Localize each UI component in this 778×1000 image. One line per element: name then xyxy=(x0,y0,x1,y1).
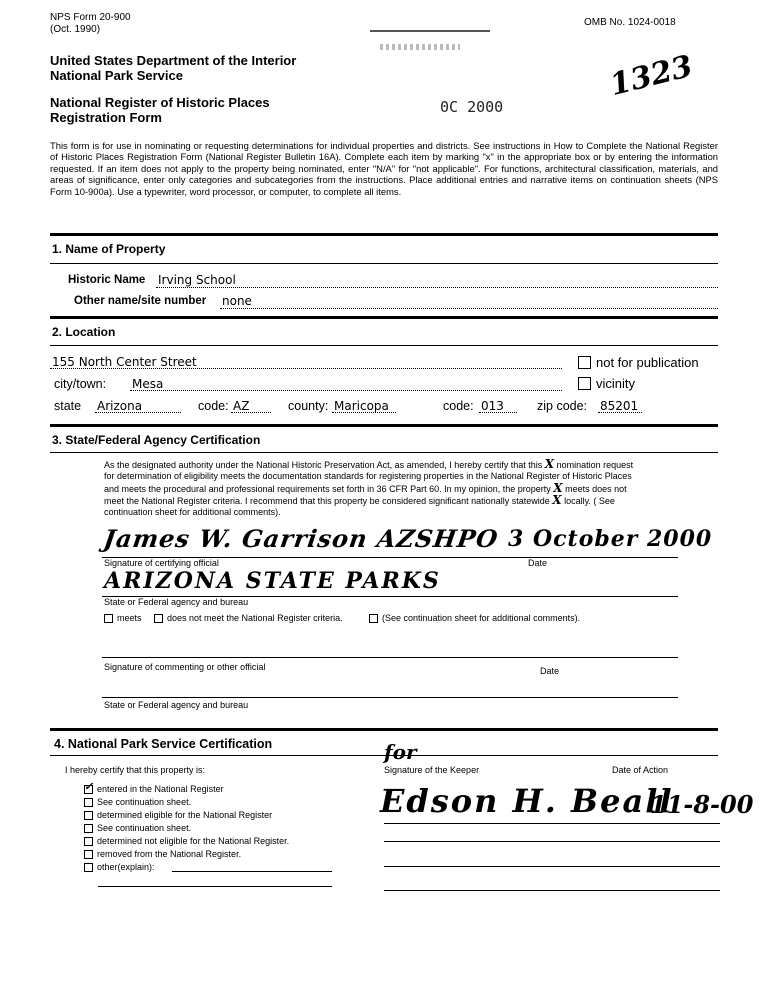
date-of-action-handwritten: 11-8-00 xyxy=(650,790,754,819)
section3-rule xyxy=(50,424,718,427)
zip-value: 85201 xyxy=(600,399,639,413)
form-title: Registration Form xyxy=(50,110,162,125)
date-label-1: Date xyxy=(528,558,548,568)
does-not-meet-label: does not meet the National Register criteria. xyxy=(167,613,343,623)
instructions-paragraph: This form is for use in nominating or requesting determinations for individual properties and districts. See instructions in How to Complete the National Register of Historic Places Registration Form (National Register Bulletin 16A). Complete each item by marking "x" in the appropriate box or by entering the information requested. If an item does not apply to the property being nominated, enter "N/A" for "not applicable". For functions, architectural classification, materials, and areas of significance, enter only categories and subcategories from the instructions. Place additional entries and narrative items on continuation sheets (NPS Form 10-900a). Use a typewriter, word processor, or computer, to complete all items. xyxy=(50,140,718,197)
option-removed-label: removed from the National Register. xyxy=(97,849,242,859)
date-of-action-label: Date of Action xyxy=(612,765,669,775)
county-value: Maricopa xyxy=(334,399,389,413)
vicinity-checkbox[interactable] xyxy=(578,377,591,390)
not-for-publication-checkbox[interactable] xyxy=(578,356,591,369)
register-name: National Register of Historic Places xyxy=(50,95,270,110)
city-line xyxy=(130,390,562,391)
section2-subrule xyxy=(50,345,718,346)
section1-subrule xyxy=(50,263,718,264)
agency-handwritten: ARIZONA STATE PARKS xyxy=(104,568,441,594)
received-stamp: 0C 2000 xyxy=(440,98,504,116)
form-date: (Oct. 1990) xyxy=(50,24,101,35)
section1-title: 1. Name of Property xyxy=(52,242,166,256)
option-not-eligible-label: determined not eligible for the National Register. xyxy=(97,836,290,846)
keeper-line-3 xyxy=(384,866,720,867)
state-line xyxy=(95,412,181,413)
option-continuation-1-label: See continuation sheet. xyxy=(97,797,192,807)
option-other-label: other(explain): xyxy=(97,862,155,872)
section4-title: 4. National Park Service Certification xyxy=(54,737,273,751)
county-code-line xyxy=(479,412,517,413)
option-eligible-checkbox[interactable] xyxy=(84,811,93,820)
cert-text-a: As the designated authority under the National Historic Preservation Act, as amended, I hereby certify that this xyxy=(104,460,543,470)
other-name-value: none xyxy=(222,294,252,308)
stamp-fragment xyxy=(370,30,490,32)
option-other-checkbox[interactable] xyxy=(84,863,93,872)
cert-line4a: meet the National Register criteria. I recommend that this property be considered significant nationally statewide xyxy=(104,496,550,506)
certification-text-line3 xyxy=(104,483,627,495)
agency-label-2: State or Federal agency and bureau xyxy=(104,700,249,710)
city-value: Mesa xyxy=(132,377,164,391)
option-continuation-1-checkbox[interactable] xyxy=(84,798,93,807)
section1-rule xyxy=(50,233,718,236)
commenting-signature-line xyxy=(102,657,678,658)
option-entered-label: entered in the National Register xyxy=(97,784,224,794)
certify-statement: I hereby certify that this property is: xyxy=(65,765,206,775)
cert-line3b: meets does not xyxy=(565,484,627,494)
agency-line-2 xyxy=(102,697,678,698)
date-label-2: Date xyxy=(540,666,560,676)
cert-mark-nomination: X xyxy=(544,457,555,471)
omb-number: OMB No. 1024-0018 xyxy=(584,17,676,28)
section4-rule xyxy=(50,728,718,731)
county-code-label: code: xyxy=(443,399,474,413)
does-not-meet-checkbox[interactable] xyxy=(154,614,163,623)
state-code-value: AZ xyxy=(233,399,250,413)
cert-text-b: nomination request xyxy=(556,460,634,470)
zip-line xyxy=(598,412,642,413)
section3-subrule xyxy=(50,452,718,453)
option-eligible-label: determined eligible for the National Register xyxy=(97,810,273,820)
historic-name-value: Irving School xyxy=(158,273,236,287)
keeper-signature-label: Signature of the Keeper xyxy=(384,765,480,775)
cert-line4b: locally. ( See xyxy=(564,496,615,506)
historic-name-label: Historic Name xyxy=(68,274,146,286)
continuation-sheet-checkbox[interactable] xyxy=(369,614,378,623)
handwritten-reference-number: 1323 xyxy=(606,48,697,103)
keeper-line-4 xyxy=(384,890,720,891)
section2-title: 2. Location xyxy=(52,325,116,339)
section2-rule xyxy=(50,316,718,319)
street-address-value: 155 North Center Street xyxy=(52,355,197,369)
cert-line3: and meets the procedural and professional requirements set forth in 36 CFR Part 60. In my opinion, the property xyxy=(104,484,551,494)
keeper-line-2 xyxy=(384,841,720,842)
other-name-line xyxy=(220,308,718,309)
state-code-line xyxy=(231,412,271,413)
department-name: United States Department of the Interior xyxy=(50,53,297,68)
county-label: county: xyxy=(288,399,329,413)
checkmark-icon: ✓ xyxy=(84,780,94,793)
certification-text-line2: for determination of eligibility meets the documentation standards for registering properties in the National Register of Historic Places xyxy=(104,471,632,481)
option-continuation-2-label: See continuation sheet. xyxy=(97,823,192,833)
county-code-value: 013 xyxy=(481,399,504,413)
keeper-for-handwritten: for xyxy=(384,740,417,764)
historic-name-line xyxy=(156,287,718,288)
keeper-signature: Edson H. Beall xyxy=(380,782,674,820)
state-code-label: code: xyxy=(198,399,229,413)
commenting-official-label: Signature of commenting or other official xyxy=(104,662,266,672)
not-for-publication-label: not for publication xyxy=(596,355,699,370)
form-number: NPS Form 20-900 xyxy=(50,12,131,23)
option-continuation-2-checkbox[interactable] xyxy=(84,824,93,833)
service-name: National Park Service xyxy=(50,68,183,83)
other-name-label: Other name/site number xyxy=(74,295,207,307)
state-value: Arizona xyxy=(97,399,143,413)
section3-title: 3. State/Federal Agency Certification xyxy=(52,433,261,447)
cert-mark-meets: X xyxy=(553,481,563,495)
option-not-eligible-checkbox[interactable] xyxy=(84,837,93,846)
certification-text-line1 xyxy=(104,459,633,471)
certification-date-handwritten: 3 October 2000 xyxy=(508,526,713,552)
meets-label: meets xyxy=(117,613,142,623)
option-removed-checkbox[interactable] xyxy=(84,850,93,859)
city-label: city/town: xyxy=(54,377,107,391)
other-explain-line-2 xyxy=(98,886,332,887)
meets-checkbox[interactable] xyxy=(104,614,113,623)
stamp-smudge xyxy=(380,44,460,50)
continuation-sheet-label: (See continuation sheet for additional comments). xyxy=(382,613,581,623)
other-explain-line-1 xyxy=(172,871,332,872)
signature-label: Signature of certifying official xyxy=(104,558,219,568)
vicinity-label: vicinity xyxy=(596,376,636,391)
street-line xyxy=(50,368,562,369)
certification-text-line5: continuation sheet for additional comments). xyxy=(104,507,281,517)
county-line xyxy=(332,412,396,413)
keeper-line-1 xyxy=(384,823,720,824)
zip-label: zip code: xyxy=(537,399,588,413)
certification-text-line4 xyxy=(104,495,615,507)
cert-mark-locally: X xyxy=(552,493,562,507)
state-label: state xyxy=(54,399,82,413)
agency-label-1: State or Federal agency and bureau xyxy=(104,597,249,607)
certifying-official-signature: James W. Garrison AZSHPO xyxy=(101,524,501,553)
